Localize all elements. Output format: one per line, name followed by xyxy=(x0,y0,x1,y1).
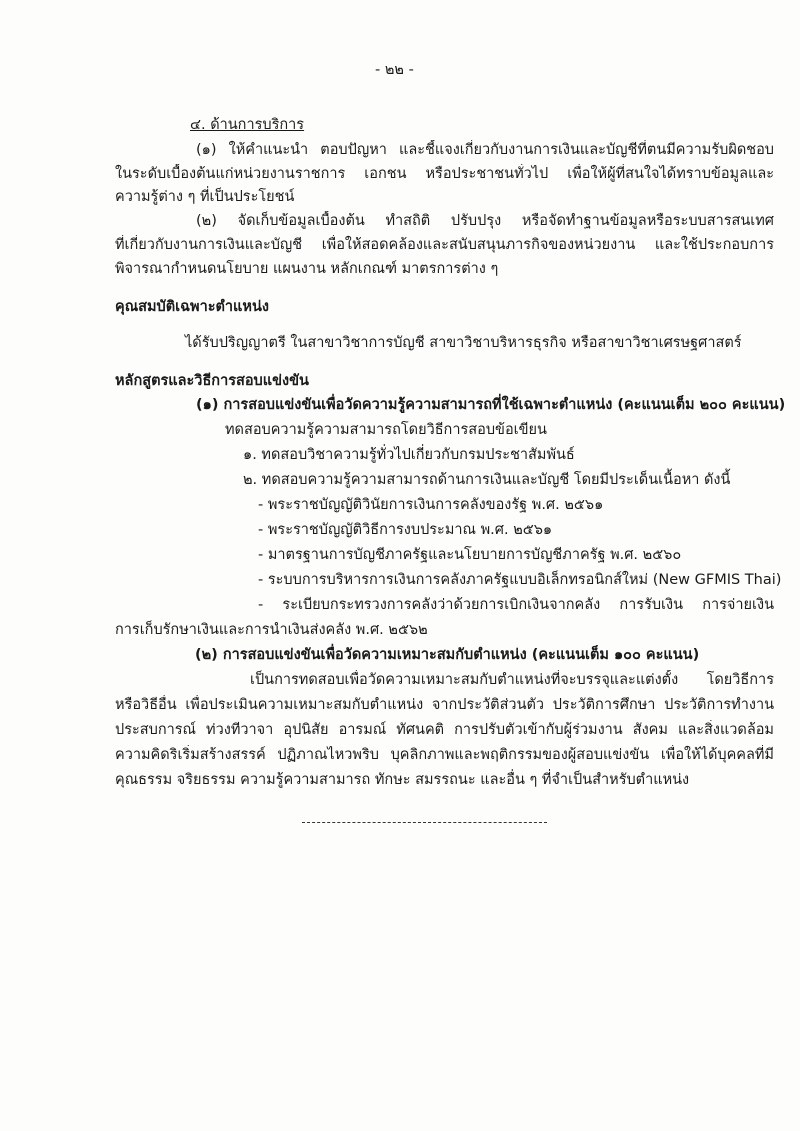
paragraph-line: ที่เกี่ยวกับงานการเงินและบัญชี เพื่อให้สอดคล้องและสนับสนุนภารกิจของหน่วยงาน และใช้ประกอบการ xyxy=(115,237,774,253)
exam-topic: - มาตรฐานการบัญชีภาครัฐและนโยบายการบัญชีภาครัฐ พ.ศ. ๒๕๖๐ xyxy=(258,547,682,563)
exam-heading: หลักสูตรและวิธีการสอบแข่งขัน xyxy=(115,373,309,389)
paragraph-line: (๑) ให้คำแนะนำ ตอบปัญหา และชี้แจงเกี่ยวกับงานการเงินและบัญชีที่ตนมีความรับผิดชอบ xyxy=(196,142,774,158)
end-divider xyxy=(302,822,547,823)
paragraph-line: เป็นการทดสอบเพื่อวัดความเหมาะสมกับตำแหน่งที่จะบรรจุและแต่งตั้ง โดยวิธีการ xyxy=(250,672,774,688)
paragraph-line: หรือวิธีอื่น เพื่อประเมินความเหมาะสมกับตำแหน่ง จากประวัติส่วนตัว ประวัติการศึกษา ประวัติการทำงาน xyxy=(115,697,774,713)
exam-topic: - พระราชบัญญัติวิธีการงบประมาณ พ.ศ. ๒๕๖๑ xyxy=(258,522,553,538)
paragraph-line: ในระดับเบื้องต้นแก่หน่วยงานราชการ เอกชน หรือประชาชนทั่วไป เพื่อให้ผู้ที่สนใจได้ทราบข้อมูลและ xyxy=(115,166,774,182)
exam-topic-continued: การเก็บรักษาเงินและการนำเงินส่งคลัง พ.ศ. ๒๕๖๒ xyxy=(115,622,428,638)
paragraph-line: ประสบการณ์ ท่วงทีวาจา อุปนิสัย อารมณ์ ทัศนคติ การปรับตัวเข้ากับผู้ร่วมงาน สังคม และสิ่งแวดล้อม xyxy=(115,722,774,738)
exam-topic: - พระราชบัญญัติวินัยการเงินการคลังของรัฐ พ.ศ. ๒๕๖๑ xyxy=(258,497,604,513)
paragraph-line: คุณธรรม จริยธรรม ความรู้ความสามารถ ทักษะ สมรรถนะ และอื่น ๆ ที่จำเป็นสำหรับตำแหน่ง xyxy=(115,772,690,788)
paragraph-line: พิจารณากำหนดนโยบาย แผนงาน หลักเกณฑ์ มาตรการต่าง ๆ xyxy=(115,261,499,277)
exam-part2-title: (๒) การสอบแข่งขันเพื่อวัดความเหมาะสมกับตำแหน่ง (คะแนนเต็ม ๑๐๐ คะแนน) xyxy=(195,647,700,663)
exam-subject: ๒. ทดสอบความรู้ความสามารถด้านการเงินและบัญชี โดยมีประเด็นเนื้อหา ดังนี้ xyxy=(243,472,731,488)
exam-topic: - ระบบการบริหารการเงินการคลังภาครัฐแบบอิเล็กทรอนิกส์ใหม่ (New GFMIS Thai) xyxy=(258,572,782,588)
section-heading-service: ๔. ด้านการบริการ xyxy=(190,117,305,133)
exam-topic: - ระเบียบกระทรวงการคลังว่าด้วยการเบิกเงินจากคลัง การรับเงิน การจ่ายเงิน xyxy=(258,597,774,613)
page-number: - ๒๒ - xyxy=(375,62,414,78)
paragraph-line: ความคิดริเริ่มสร้างสรรค์ ปฏิภาณไหวพริบ บุคลิกภาพและพฤติกรรมของผู้สอบแข่งขัน เพื่อให้ได้บุคคลที่มี xyxy=(115,747,774,763)
exam-subject: ๑. ทดสอบวิชาความรู้ทั่วไปเกี่ยวกับกรมประชาสัมพันธ์ xyxy=(243,447,575,463)
exam-part1-title: (๑) การสอบแข่งขันเพื่อวัดความรู้ความสามารถที่ใช้เฉพาะตำแหน่ง (คะแนนเต็ม ๒๐๐ คะแนน) xyxy=(196,397,786,413)
paragraph-line: (๒) จัดเก็บข้อมูลเบื้องต้น ทำสถิติ ปรับปรุง หรือจัดทำฐานข้อมูลหรือระบบสารสนเทศ xyxy=(196,213,774,229)
qualifications-text: ได้รับปริญญาตรี ในสาขาวิชาการบัญชี สาขาวิชาบริหารธุรกิจ หรือสาขาวิชาเศรษฐศาสตร์ xyxy=(185,335,742,351)
exam-part1-method: ทดสอบความรู้ความสามารถโดยวิธีการสอบข้อเขียน xyxy=(225,422,547,438)
qualifications-heading: คุณสมบัติเฉพาะตำแหน่ง xyxy=(115,299,269,315)
paragraph-line: ความรู้ต่าง ๆ ที่เป็นประโยชน์ xyxy=(115,189,295,205)
